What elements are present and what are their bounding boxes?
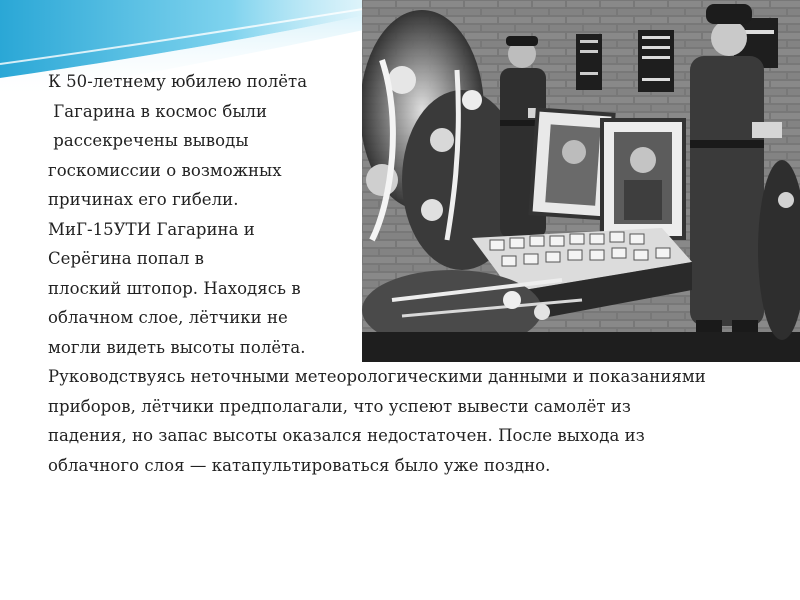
paragraph-line: К 50-летнему юбилею полёта xyxy=(48,72,308,91)
paragraph-line: причинах его гибели. xyxy=(48,190,239,209)
paragraph-line: плоский штопор. Находясь в xyxy=(48,278,301,298)
paragraph-line: облачного слоя — катапультироваться было уже поздно. xyxy=(48,455,551,475)
paragraph-line: Руководствуясь неточными метеорологическими данными и показаниями xyxy=(48,367,706,386)
paragraph-line: рассекречены выводы xyxy=(48,131,249,150)
paragraph-line: падения, но запас высоты оказался недостаточен. После выхода из xyxy=(48,426,645,445)
paragraph-line: госкомиссии о возможных xyxy=(48,160,282,180)
paragraph-line: могли видеть высоты полёта. xyxy=(48,337,306,357)
paragraph-line: приборов, лётчики предполагали, что успеют вывести самолёт из xyxy=(48,396,631,416)
paragraph-line: облачном слое, лётчики не xyxy=(48,308,288,327)
paragraph-line: Гагарина в космос были xyxy=(48,101,268,121)
paragraph-line: МиГ-15УТИ Гагарина и xyxy=(48,219,255,239)
paragraph-line: Серёгина попал в xyxy=(48,249,205,268)
article-paragraph xyxy=(48,67,768,480)
